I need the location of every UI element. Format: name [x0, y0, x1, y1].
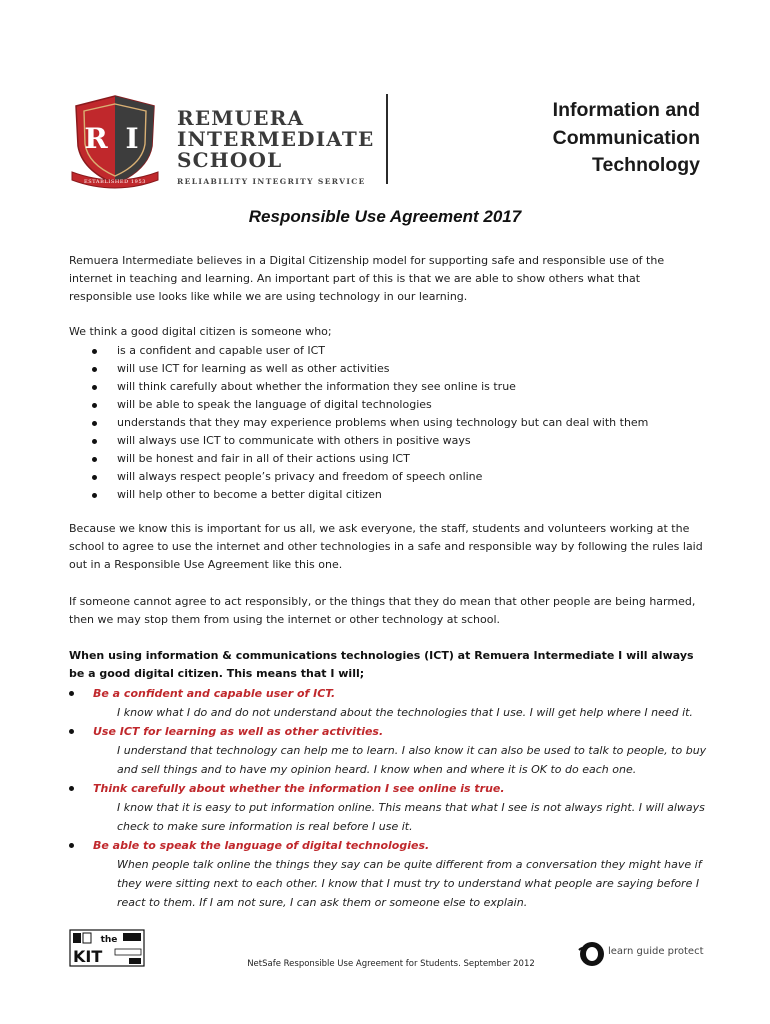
citizen-traits-list: [69, 342, 709, 504]
list-item: [69, 414, 709, 432]
list-item: [69, 432, 709, 450]
bullet-icon: [92, 493, 97, 498]
heading-line-3: Technology: [592, 154, 700, 176]
list-item-text: will always use ICT to communicate with others in positive ways: [117, 434, 471, 447]
school-name-line-2: INTERMEDIATE: [177, 127, 375, 151]
rule-heading: Think carefully about whether the information I see online is true.: [93, 782, 505, 795]
list-item-text: understands that they may experience problems when using technology but can deal with them: [117, 416, 649, 429]
school-crest-logo: [66, 92, 164, 190]
rule-heading: Be able to speak the language of digital technologies.: [93, 839, 430, 852]
bullet-icon: [92, 403, 97, 408]
rule-description: I understand that technology can help me to learn. I also know it can also be used to talk to people, to buy and sell things and to have my opinion heard. I know when and where it is OK to do each one.: [117, 744, 707, 776]
rule-item: [69, 836, 709, 912]
rule-description: I know that it is easy to put information online. This means that what I see is not always right. I will always check to make sure information is real before I use it.: [117, 801, 705, 833]
list-item-text: will use ICT for learning as well as other activities: [117, 362, 390, 375]
list-item: [69, 378, 709, 396]
list-item-text: is a confident and capable user of ICT: [117, 344, 325, 357]
list-item-text: will be honest and fair in all of their actions using ICT: [117, 452, 410, 465]
svg-text:KIT: KIT: [73, 947, 103, 966]
intro-paragraph: Remuera Intermediate believes in a Digital Citizenship model for supporting safe and responsible use of the internet in teaching and learning. An important part of this is that we are able to show others what that responsible use looks like while we are using technology in our learning.: [69, 254, 665, 303]
heading-line-1: Information and: [552, 99, 700, 121]
rule-heading: Use ICT for learning as well as other activities.: [93, 725, 384, 738]
school-name-line-3: SCHOOL: [177, 148, 283, 172]
header-divider: [386, 94, 388, 184]
school-name-block: [177, 108, 374, 186]
svg-text:I: I: [125, 122, 139, 155]
rule-item: [69, 722, 709, 779]
svg-text:ESTABLISHED 1953: ESTABLISHED 1953: [83, 179, 147, 185]
pledge-rules-list: [69, 684, 709, 912]
rule-item: [69, 684, 709, 722]
list-item-text: will think carefully about whether the information they see online is true: [117, 380, 516, 393]
pledge-intro: When using information & communications technologies (ICT) at Remuera Intermediate I will always be a good digital citizen. This means that I will;: [69, 649, 694, 680]
page-title: Responsible Use Agreement 2017: [248, 207, 522, 226]
bullet-icon: [69, 843, 74, 848]
svg-text:the: the: [100, 935, 118, 945]
list-item-text: will always respect people’s privacy and freedom of speech online: [117, 470, 483, 483]
consequence-paragraph: If someone cannot agree to act responsibly, or the things that they do mean that other people are being harmed, then we may stop them from using the internet or other technology at school.: [69, 595, 696, 626]
list-item: [69, 450, 709, 468]
list-item: [69, 468, 709, 486]
rule-item: [69, 779, 709, 836]
document-heading: [553, 97, 700, 180]
list-item-text: will help other to become a better digital citizen: [117, 488, 382, 501]
bullet-icon: [92, 439, 97, 444]
bullet-icon: [92, 475, 97, 480]
school-name-line-1: REMUERA: [177, 106, 305, 130]
citizen-intro: We think a good digital citizen is someone who;: [69, 325, 332, 338]
agreement-paragraph: Because we know this is important for us all, we ask everyone, the staff, students and volunteers working at the school to agree to use the internet and other technologies in a safe and responsible way by following the rules laid out in a Responsible Use Agreement like this one.: [69, 522, 703, 571]
svg-text:R: R: [84, 122, 108, 155]
rule-description: I know what I do and do not understand about the technologies that I use. I will get help where I need it.: [117, 706, 693, 719]
list-item-text: will be able to speak the language of digital technologies: [117, 398, 432, 411]
rule-description: When people talk online the things they say can be quite different from a conversation they might have if they were sitting next to each other. I know that I must try to understand what people are saying before I react to them. If I am not sure, I can ask them or someone else to explain.: [117, 858, 702, 909]
list-item: [69, 396, 709, 414]
bullet-icon: [69, 729, 74, 734]
netsafe-tagline: learn guide protect: [608, 946, 704, 957]
list-item: [69, 360, 709, 378]
bullet-icon: [92, 367, 97, 372]
bullet-icon: [69, 786, 74, 791]
netsafe-logo: [575, 940, 607, 968]
bullet-icon: [92, 385, 97, 390]
rule-heading: Be a confident and capable user of ICT.: [93, 687, 336, 700]
heading-line-2: Communication: [552, 126, 700, 149]
bullet-icon: [92, 457, 97, 462]
footer-citation: NetSafe Responsible Use Agreement for Students. September 2012: [247, 959, 535, 969]
list-item: [69, 486, 709, 504]
list-item: [69, 342, 709, 360]
bullet-icon: [69, 691, 74, 696]
bullet-icon: [92, 349, 97, 354]
bullet-icon: [92, 421, 97, 426]
school-motto: RELIABILITY INTEGRITY SERVICE: [177, 177, 366, 186]
